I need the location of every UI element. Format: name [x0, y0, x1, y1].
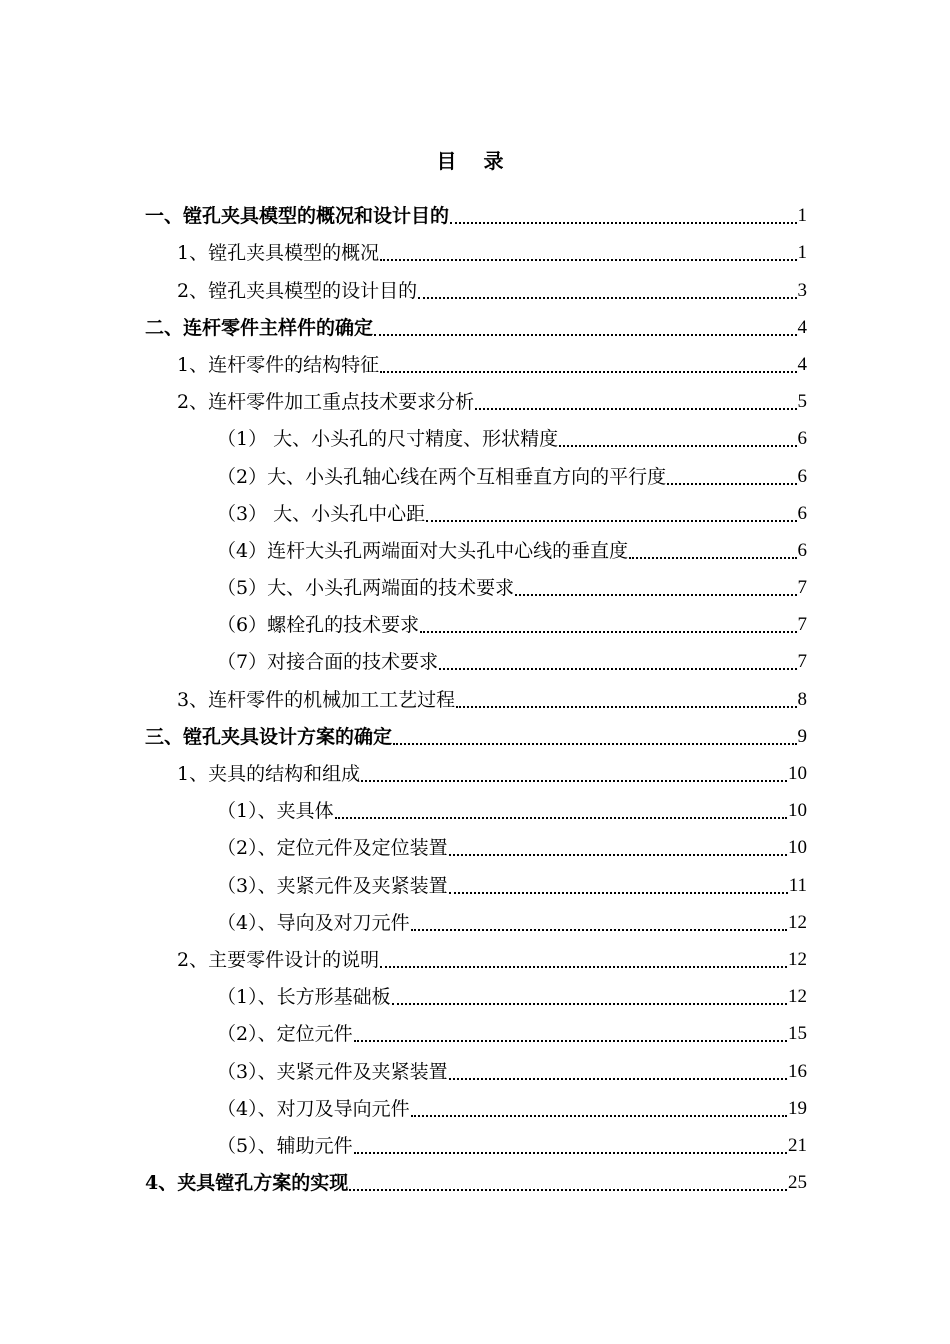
toc-entry-text: 4、夹具镗孔方案的实现 — [145, 1172, 349, 1195]
toc-entry-page-number: 6 — [797, 428, 807, 450]
dot-leader — [354, 1040, 787, 1042]
toc-entry-text: 一、镗孔夹具模型的概况和设计目的 — [145, 205, 450, 228]
toc-entry-text: 2、镗孔夹具模型的设计目的 — [177, 279, 418, 302]
toc-entry[interactable] — [145, 750, 807, 787]
dot-leader — [393, 743, 796, 745]
toc-entry[interactable] — [145, 1085, 807, 1122]
dot-leader — [349, 1189, 787, 1191]
dot-leader — [411, 929, 787, 931]
toc-entry-page-number: 1 — [797, 205, 807, 227]
toc-entry-text: （2）大、小头孔轴心线在两个互相垂直方向的平行度 — [217, 465, 667, 488]
toc-entry-text: （3）、夹紧元件及夹紧装置 — [217, 1060, 448, 1083]
dot-leader — [361, 780, 787, 782]
dot-leader — [439, 668, 796, 670]
toc-entry-page-number: 4 — [797, 353, 807, 375]
toc-entry-text: （2）、定位元件及定位装置 — [217, 837, 448, 860]
toc-entry-page-number: 12 — [788, 986, 807, 1008]
toc-entry-text: 三、镗孔夹具设计方案的确定 — [145, 725, 393, 748]
dot-leader — [392, 1003, 787, 1005]
toc-entry-text: （4）连杆大头孔两端面对大头孔中心线的垂直度 — [217, 539, 629, 562]
toc-entry-page-number: 6 — [797, 539, 807, 561]
toc-entry-page-number: 11 — [788, 874, 807, 896]
toc-entry-page-number: 10 — [788, 800, 807, 822]
dot-leader — [559, 445, 796, 447]
toc-entry-text: 2、连杆零件加工重点技术要求分析 — [177, 391, 475, 414]
toc-entry-text: （6）螺栓孔的技术要求 — [217, 614, 420, 637]
toc-entry[interactable] — [145, 638, 807, 675]
toc-entry-text: （4）、对刀及导向元件 — [217, 1097, 410, 1120]
toc-entry-page-number: 19 — [788, 1097, 807, 1119]
dot-leader — [426, 520, 796, 522]
toc-entry[interactable] — [145, 936, 807, 973]
toc-entry-text: （3） 大、小头孔中心距 — [217, 502, 426, 525]
toc-entry[interactable] — [145, 1122, 807, 1159]
dot-leader — [475, 408, 796, 410]
toc-entry-text: （4）、导向及对刀元件 — [217, 911, 410, 934]
toc-entry-page-number: 8 — [797, 688, 807, 710]
toc-entry[interactable] — [145, 824, 807, 861]
toc-entry-text: （5）大、小头孔两端面的技术要求 — [217, 577, 515, 600]
toc-entry[interactable] — [145, 192, 807, 229]
dot-leader — [667, 483, 796, 485]
toc-entry[interactable] — [145, 675, 807, 712]
toc-entry[interactable] — [145, 1010, 807, 1047]
toc-entry-text: 1、镗孔夹具模型的概况 — [177, 242, 380, 265]
toc-entry-text: （2）、定位元件 — [217, 1023, 353, 1046]
dot-leader — [456, 706, 796, 708]
toc-entry-text: （1）、夹具体 — [217, 800, 334, 823]
toc-entry-page-number: 6 — [797, 502, 807, 524]
toc-entry[interactable] — [145, 490, 807, 527]
toc-entry[interactable] — [145, 304, 807, 341]
toc-entry[interactable] — [145, 787, 807, 824]
toc-entry-page-number: 16 — [788, 1060, 807, 1082]
dot-leader — [380, 371, 796, 373]
toc-title: 目 录 — [436, 149, 514, 173]
toc-entry[interactable] — [145, 378, 807, 415]
toc-entry-text: （1） 大、小头孔的尺寸精度、形状精度 — [217, 428, 559, 451]
toc-entry[interactable] — [145, 973, 807, 1010]
toc-entry-page-number: 3 — [797, 279, 807, 301]
toc-entry-text: 3、连杆零件的机械加工工艺过程 — [177, 688, 456, 711]
toc-entry-page-number: 4 — [797, 316, 807, 338]
dot-leader — [449, 1078, 787, 1080]
toc-entry[interactable] — [145, 229, 807, 266]
toc-entry-page-number: 9 — [797, 725, 807, 747]
toc-entry-text: （7）对接合面的技术要求 — [217, 651, 439, 674]
toc-entry[interactable] — [145, 861, 807, 898]
toc-entry[interactable] — [145, 713, 807, 750]
dot-leader — [418, 297, 796, 299]
toc-entry-page-number: 15 — [788, 1023, 807, 1045]
dot-leader — [450, 222, 796, 224]
dot-leader — [449, 854, 787, 856]
dot-leader — [411, 1115, 787, 1117]
toc-entry-text: 1、夹具的结构和组成 — [177, 763, 361, 785]
dot-leader — [354, 1152, 787, 1154]
toc-entry[interactable] — [145, 452, 807, 489]
toc-entry-text: 二、连杆零件主样件的确定 — [145, 316, 374, 339]
toc-entry-page-number: 10 — [788, 837, 807, 859]
toc-entry[interactable] — [145, 1159, 807, 1196]
toc-entry-page-number: 6 — [797, 465, 807, 487]
toc-entry-page-number: 25 — [788, 1172, 807, 1194]
toc-entry-text: （1）、长方形基础板 — [217, 986, 391, 1009]
toc-entry-text: 2、主要零件设计的说明 — [177, 948, 380, 971]
toc-entry[interactable] — [145, 415, 807, 452]
dot-leader — [374, 334, 796, 336]
toc-entry-page-number: 7 — [797, 577, 807, 599]
toc-entry-page-number: 5 — [797, 391, 807, 413]
toc-entry-page-number: 7 — [797, 651, 807, 673]
dot-leader — [629, 557, 796, 559]
toc-entry-page-number: 7 — [797, 614, 807, 636]
dot-leader — [420, 631, 796, 633]
toc-entry[interactable] — [145, 601, 807, 638]
dot-leader — [380, 259, 796, 261]
dot-leader — [380, 966, 787, 968]
toc-entry-text: 1、连杆零件的结构特征 — [177, 353, 380, 376]
toc-entry-text: （3）、夹紧元件及夹紧装置 — [217, 874, 448, 897]
toc-entry[interactable] — [145, 341, 807, 378]
dot-leader — [335, 817, 787, 819]
toc-entry[interactable] — [145, 527, 807, 564]
toc-entry-page-number: 21 — [788, 1134, 807, 1156]
toc-entry[interactable] — [145, 266, 807, 303]
table-of-contents — [145, 192, 807, 1196]
toc-entry-page-number: 12 — [788, 948, 807, 970]
toc-entry[interactable] — [145, 564, 807, 601]
dot-leader — [449, 892, 788, 894]
toc-entry-page-number: 1 — [797, 242, 807, 264]
toc-entry[interactable] — [145, 899, 807, 936]
toc-entry-text: （5）、辅助元件 — [217, 1134, 353, 1157]
toc-entry[interactable] — [145, 1047, 807, 1084]
toc-entry-page-number: 12 — [788, 911, 807, 933]
toc-entry-page-number: 10 — [788, 763, 807, 784]
dot-leader — [515, 594, 796, 596]
